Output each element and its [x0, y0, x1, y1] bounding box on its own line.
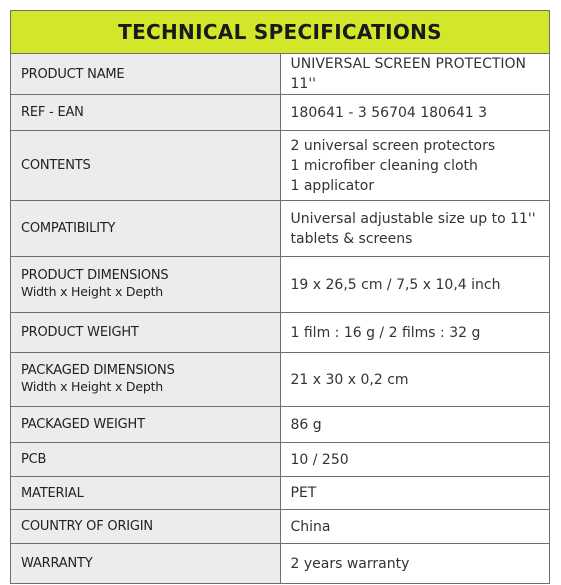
row-label	[11, 257, 281, 313]
table-row	[11, 313, 550, 353]
row-sublabel: Width x Height x Depth	[21, 379, 163, 394]
row-value	[280, 201, 550, 257]
table-row	[11, 510, 550, 544]
row-label: PCB	[11, 443, 281, 477]
table-row	[11, 477, 550, 510]
row-value: 21 x 30 x 0,2 cm	[280, 353, 550, 407]
title-row	[11, 11, 550, 54]
row-value: 2 years warranty	[280, 544, 550, 584]
row-label: WARRANTY	[11, 544, 281, 584]
row-value: China	[280, 510, 550, 544]
row-label: PRODUCT WEIGHT	[11, 313, 281, 353]
row-label: CONTENTS	[11, 131, 281, 201]
row-label: COUNTRY OF ORIGIN	[11, 510, 281, 544]
row-label: COMPATIBILITY	[11, 201, 281, 257]
compatibility-line: Universal adjustable size up to 11''	[290, 210, 536, 227]
row-label-main: PRODUCT DIMENSIONS	[21, 268, 169, 283]
table-row	[11, 407, 550, 443]
table-row	[11, 201, 550, 257]
row-value: 10 / 250	[280, 443, 550, 477]
row-sublabel: Width x Height x Depth	[21, 284, 163, 299]
row-value: 180641 - 3 56704 180641 3	[280, 95, 550, 131]
table-row	[11, 95, 550, 131]
row-label-main: PACKAGED DIMENSIONS	[21, 363, 175, 378]
contents-line: 1 applicator	[290, 177, 375, 194]
row-label: PRODUCT NAME	[11, 54, 281, 95]
row-value: UNIVERSAL SCREEN PROTECTION 11''	[280, 54, 550, 95]
contents-line: 2 universal screen protectors	[290, 137, 496, 154]
table-row	[11, 131, 550, 201]
table-title: TECHNICAL SPECIFICATIONS	[11, 11, 550, 54]
row-value: 1 film : 16 g / 2 films : 32 g	[280, 313, 550, 353]
spec-table	[10, 10, 550, 584]
compatibility-line: tablets & screens	[290, 230, 413, 247]
table-row	[11, 257, 550, 313]
row-value: 86 g	[280, 407, 550, 443]
table-row	[11, 443, 550, 477]
row-label: PACKAGED WEIGHT	[11, 407, 281, 443]
row-label: REF - EAN	[11, 95, 281, 131]
row-value	[280, 131, 550, 201]
row-label: MATERIAL	[11, 477, 281, 510]
table-row	[11, 544, 550, 584]
row-value: 19 x 26,5 cm / 7,5 x 10,4 inch	[280, 257, 550, 313]
table-row	[11, 54, 550, 95]
row-label	[11, 353, 281, 407]
row-value: PET	[280, 477, 550, 510]
table-row	[11, 353, 550, 407]
contents-line: 1 microfiber cleaning cloth	[290, 157, 478, 174]
